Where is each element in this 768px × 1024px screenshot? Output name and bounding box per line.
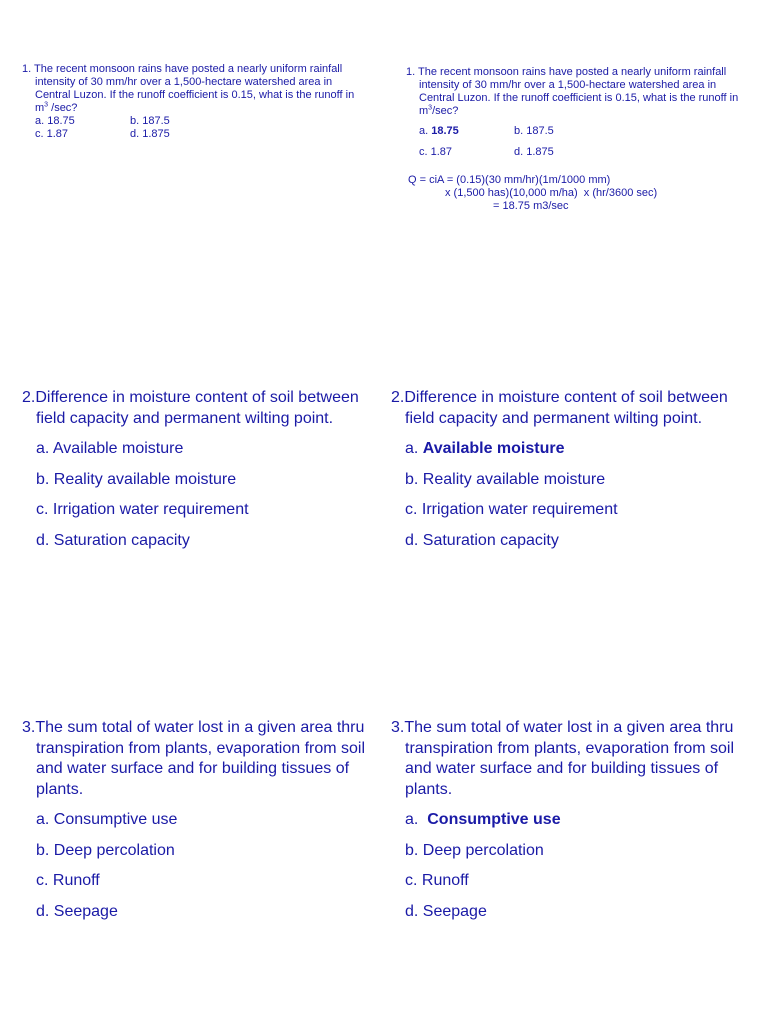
q2-option-d-answer: d. Saturation capacity: [405, 531, 559, 549]
q1-option-b-answer: b. 187.5: [514, 125, 554, 137]
q1-stem-answer: 1. The recent monsoon rains have posted a nearly uniform rainfall intensity of 30 mm/hr over a 1,500-hectare watershed area in Central Luzon. If the runoff coefficient is 0.15, what is the runoff in $m^3/\sec$?: [406, 66, 739, 117]
q3-option-c-answer: c. Runoff: [405, 872, 469, 889]
q3-option-a: a. Consumptive use: [36, 811, 178, 828]
q2-option-b: b. Reality available moisture: [36, 470, 237, 488]
q3-option-d: d. Seepage: [36, 902, 118, 920]
q1-solution: [408, 174, 748, 213]
q3-stem-answer: 3.The sum total of water lost in a given area thru transpiration from plants, evaporation from soil and water surface and for building tissues of plants.: [391, 719, 735, 798]
q1-options: [22, 115, 367, 141]
q3-option-b: b. Deep percolation: [36, 841, 175, 859]
q2-option-d: d. Saturation capacity: [36, 531, 190, 549]
q1-option-b: b. 187.5: [130, 115, 170, 127]
q2-question-panel: [22, 388, 367, 551]
q2-option-a: a. Available moisture: [36, 440, 184, 457]
q3-option-b-answer: b. Deep percolation: [405, 841, 544, 859]
q3-question-panel: [22, 718, 377, 922]
q2-answer-highlight: Available moisture: [422, 440, 565, 457]
q1-options-answer: [406, 125, 741, 159]
solution-line-3: = 18.75 m3/sec: [493, 200, 569, 212]
q1-stem: 1. The recent monsoon rains have posted a nearly uniform rainfall intensity of 30 mm/hr over a 1,500-hectare watershed area in Central Luzon. If the runoff coefficient is 0.15, what is the runoff in $m^3$ /sec?: [22, 63, 355, 114]
q1-option-a: a. 18.75: [35, 115, 75, 127]
q1-answer-highlight: 18.75: [431, 125, 459, 137]
q1-option-c: c. 1.87: [35, 128, 69, 140]
q3-option-a-answer: a. Consumptive use: [405, 811, 561, 828]
q2-option-b-answer: b. Reality available moisture: [405, 470, 606, 488]
q1-question-panel: [22, 63, 367, 141]
q2-option-a-answer: a. Available moisture: [405, 440, 565, 457]
q1-option-a-answer: a. 18.75: [419, 125, 459, 137]
q2-stem-answer: 2.Difference in moisture content of soil between field capacity and permanent wilting point.: [391, 389, 728, 427]
q3-stem: 3.The sum total of water lost in a given area thru transpiration from plants, evaporation from soil and water surface and for building tissues of plants.: [22, 719, 366, 798]
solution-line-2: x (1,500 has)(10,000 m/ha) x (hr/3600 sec): [445, 187, 658, 199]
q2-answer-panel: [391, 388, 736, 551]
q2-stem: 2.Difference in moisture content of soil between field capacity and permanent wilting point.: [22, 389, 359, 427]
q2-option-c-answer: c. Irrigation water requirement: [405, 501, 618, 518]
q1-option-d-answer: d. 1.875: [514, 146, 554, 158]
q3-option-c: c. Runoff: [36, 872, 100, 889]
q1-option-c-answer: c. 1.87: [419, 146, 453, 158]
q1-option-d: d. 1.875: [130, 128, 170, 140]
q1-answer-panel: [406, 66, 741, 159]
solution-line-1: Q = ciA = (0.15)(30 mm/hr)(1m/1000 mm): [408, 174, 611, 186]
q3-answer-highlight: Consumptive use: [427, 811, 561, 828]
q2-option-c: c. Irrigation water requirement: [36, 501, 249, 518]
q3-answer-panel: [391, 718, 746, 922]
q3-option-d-answer: d. Seepage: [405, 902, 487, 920]
